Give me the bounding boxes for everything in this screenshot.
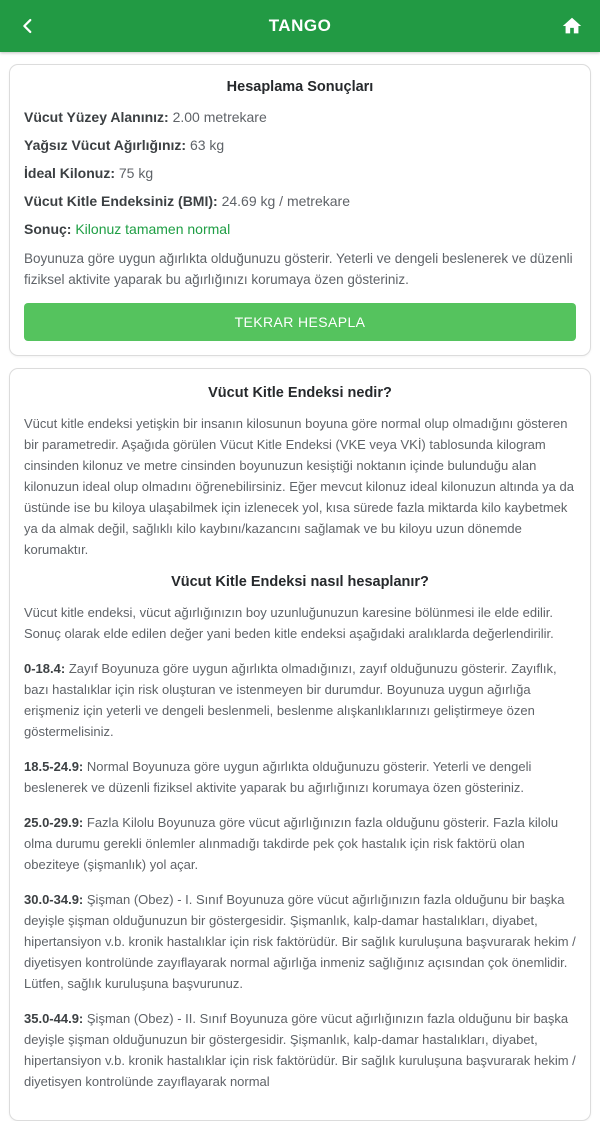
row-label: Sonuç: [24,221,72,237]
bmi-what-paragraph: Vücut kitle endeksi yetişkin bir insanın kilosunun boyuna göre normal olup olmadığını gösteren bir parametredir. Aşağıda görülen Vücut Kitle Endeksi (VKE veya VKİ) tablosunda kilogram cinsinden kilonuz ve metre cinsinden boyunuzun kesiştiği noktanın içinde bulunduğu alan kilonuzun ideal olup olmadını öğrenebilirsiniz. Eğer mevcut kilonuz ideal kilonuzun altında ya da üstünde ise bu kiloya ulaşabilmek için izlenecek yol, kısa sürede fazla miktarda kilo kaybetmek ya da almak değil, sağlıklı kilo kaybını/kazancını sağlamak ve bu kiloyu uzun dönemde korumaktır. [24,416,574,557]
results-title: Hesaplama Sonuçları [226,79,374,95]
row-label: Vücut Kitle Endeksiniz (BMI): [24,193,218,209]
range-text: Zayıf Boyunuza göre uygun ağırlıkta olmadığınızı, zayıf olduğunuzu gösterir. Zayıflık, bazı hastalıklar için risk oluşturan ve istenmeyen bir durumdur. Boyunuza uygun ağırlığa erişmeniz için yeterli ve dengeli beslenmeli, beslenme alışkanlıklarınızı geliştirmeye özen göstermelisiniz. [24,661,557,739]
app-header [0,0,600,52]
info-card [9,368,591,1121]
results-card [9,64,591,356]
recalculate-button[interactable]: TEKRAR HESAPLA [24,303,576,341]
bmi-range-obese-2 [24,1008,576,1092]
result-row-lean-mass [24,136,576,155]
result-description: Boyunuza göre uygun ağırlıkta olduğunuzu gösterir. Yeterli ve dengeli beslenerek ve düzenli fiziksel aktivite yaparak bu ağırlığınızı korumaya özen gösteriniz. [24,251,573,287]
range-text: Normal Boyunuza göre uygun ağırlıkta olduğunuzu gösterir. Yeterli ve dengeli beslenerek ve düzenli fiziksel aktivite yaparak bu ağırlığınızı korumaya özen gösteriniz. [24,759,532,795]
result-row-body-surface [24,108,576,127]
range-text: Şişman (Obez) - I. Sınıf Boyunuza göre vücut ağırlığınızın fazla olduğunu bir başka deyişle şişman olduğunuzun bir göstergesidir. Şişmanlık, kalp-damar hastalıkları, diyabet, hipertansiyon v.b. kronik hastalıklar için risk faktörüdür. Bir sağlık kuruluşuna başvurarak hekim / diyetisyen kontrolünde zayıflayarak normal ağırlığa inmeniz sağlığınız açısından çok önemlidir. Lütfen, sağlık kuruluşuna başvurunuz. [24,892,576,991]
row-value: 63 kg [189,137,225,153]
range-label: 0-18.4: [24,661,66,676]
bmi-range-normal [24,756,576,798]
range-label: 30.0-34.9: [24,892,84,907]
bmi-what-heading: Vücut Kitle Endeksi nedir? [208,385,392,401]
bmi-range-underweight [24,658,576,742]
bmi-how-paragraph: Vücut kitle endeksi, vücut ağırlığınızın boy uzunluğunuzun karesine bölünmesi ile elde edilir. Sonuç olarak elde edilen değer yani beden kitle endeksi aşağıdaki aralıklarda değerlendirilir. [24,605,554,641]
range-text: Şişman (Obez) - II. Sınıf Boyunuza göre vücut ağırlığınızın fazla olduğunu bir başka deyişle şişman olduğunuzun bir göstergesidir. Şişmanlık, kalp-damar hastalıkları, diyabet, hipertansiyon v.b. kronik hastalıklar için risk faktörüdür. Bir sağlık kuruluşuna başvurarak hekim / diyetisyen kontrolünde zayıflayarak normal [24,1011,576,1089]
row-label: Vücut Yüzey Alanınız: [24,109,169,125]
verdict-value: Kilonuz tamamen normal [75,221,231,237]
result-row-bmi [24,192,576,211]
bmi-how-heading: Vücut Kitle Endeksi nasıl hesaplanır? [171,574,429,590]
range-label: 25.0-29.9: [24,815,84,830]
row-value: 2.00 metrekare [172,109,267,125]
bmi-range-overweight [24,812,576,875]
bmi-range-obese-1 [24,889,576,994]
home-icon[interactable] [558,12,586,40]
app-title: TANGO [268,16,332,35]
row-value: 75 kg [118,165,154,181]
result-row-verdict [24,220,576,239]
row-label: Yağsız Vücut Ağırlığınız: [24,137,187,153]
row-label: İdeal Kilonuz: [24,165,115,181]
back-icon[interactable] [14,12,42,40]
range-label: 18.5-24.9: [24,759,84,774]
row-value: 24.69 kg / metrekare [221,193,350,209]
result-row-ideal-weight [24,164,576,183]
range-text: Fazla Kilolu Boyunuza göre vücut ağırlığınızın fazla olduğunu gösterir. Fazla kilolu olma durumu gerekli önlemler alınmadığı takdirde pek çok hastalık için risk faktörü olan obeziteye (şişmanlık) yol açar. [24,815,559,872]
range-label: 35.0-44.9: [24,1011,84,1026]
